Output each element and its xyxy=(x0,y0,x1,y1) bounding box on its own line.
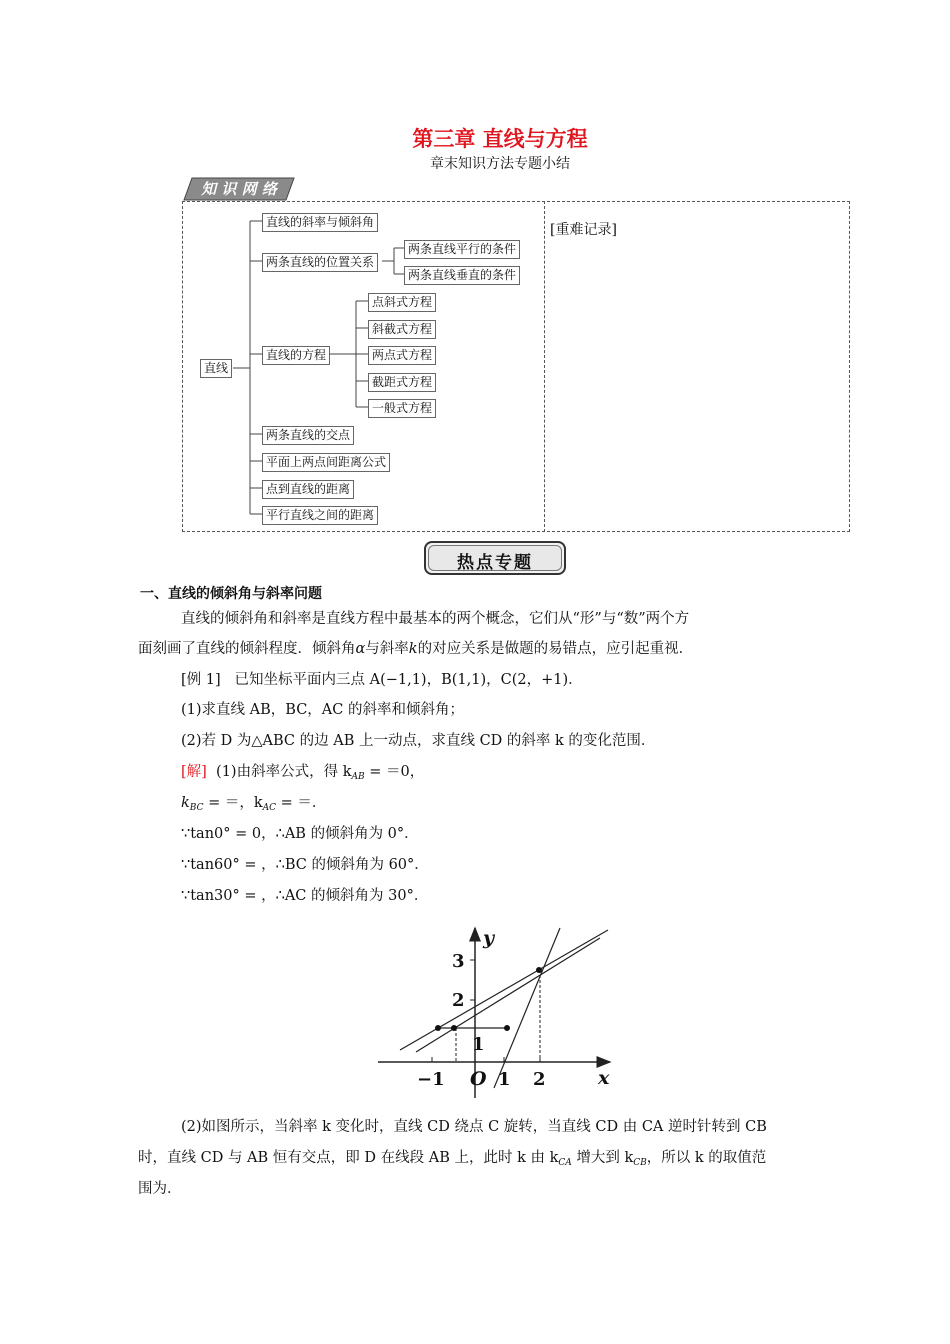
tick-label-1: 1 xyxy=(498,1069,511,1090)
solution-line-2: $k_{BC}$ = ＝，$k_{AC}$ = ＝． xyxy=(181,795,327,813)
hot-topic-label: 热点专题 xyxy=(457,553,533,573)
tab-label: 知 识 网 络 xyxy=(201,180,277,198)
panel-divider xyxy=(544,201,545,532)
example-label: [例 1] xyxy=(181,672,221,688)
question-2: (2)若 D 为△ABC 的边 AB 上一动点，求直线 CD 的斜率 k 的变化范围． xyxy=(181,733,656,749)
node-distance-points: 平面上两点间距离公式 xyxy=(262,453,390,472)
point-d xyxy=(451,1025,457,1031)
chapter-subtitle: 章末知识方法专题小结 xyxy=(430,156,570,172)
origin-label: O xyxy=(470,1068,487,1090)
node-intersection: 两条直线的交点 xyxy=(262,426,354,445)
solution-line-4: ∵tan60° = ，∴BC 的倾斜角为 60°． xyxy=(181,857,429,873)
hot-topic-badge xyxy=(424,541,566,575)
coordinate-figure xyxy=(370,920,620,1100)
solution-line-3: ∵tan0° = 0，∴AB 的倾斜角为 0°． xyxy=(181,826,419,842)
solution-line-1: [解] (1)由斜率公式，得 $k_{AB} = =0$， xyxy=(181,764,425,782)
line-ac xyxy=(400,930,608,1050)
node-distance-parallel: 平行直线之间的距离 xyxy=(262,506,378,525)
part2-line-2: 时，直线 CD 与 AB 恒有交点，即 D 在线段 AB 上，此时 k 由 $k_{CA}$ 增大到 $k_{CB}$，所以 k 的取值范 xyxy=(138,1150,767,1168)
node-slope-angle: 直线的斜率与倾斜角 xyxy=(262,213,378,232)
chapter-title: 第三章 直线与方程 xyxy=(412,126,588,151)
tick-label-y3: 3 xyxy=(452,951,465,972)
part2-line-1: (2)如图所示，当斜率 k 变化时，直线 CD 绕点 C 旋转，当直线 CD 由 CA 逆时针转到 CB xyxy=(181,1119,767,1135)
node-point-slope: 点斜式方程 xyxy=(368,293,436,312)
tab-shape xyxy=(182,176,302,202)
y-axis-label: y xyxy=(483,927,495,949)
tick-label-y1: 1 xyxy=(472,1034,485,1055)
node-slope-intercept: 斜截式方程 xyxy=(368,320,436,339)
node-equation: 直线的方程 xyxy=(262,346,330,365)
intro-line-2: 面刻画了直线的倾斜程度．倾斜角α与斜率k的对应关系是做题的易错点，应引起重视． xyxy=(138,641,694,657)
node-line: 直线 xyxy=(200,359,232,378)
line-bc xyxy=(494,928,560,1088)
point-a xyxy=(435,1025,441,1031)
point-b xyxy=(504,1025,510,1031)
node-two-point: 两点式方程 xyxy=(368,346,436,365)
intro-line-1: 直线的倾斜角和斜率是直线方程中最基本的两个概念，它们从“形”与“数”两个方 xyxy=(181,611,690,627)
solution-line-5: ∵tan30° = ，∴AC 的倾斜角为 30°． xyxy=(181,888,429,904)
tick-label-2: 2 xyxy=(533,1069,546,1090)
notes-label: [重难记录] xyxy=(550,222,617,238)
node-parallel: 两条直线平行的条件 xyxy=(404,240,520,259)
point-c xyxy=(536,967,542,973)
node-distance-point-line: 点到直线的距离 xyxy=(262,480,354,499)
node-intercept: 截距式方程 xyxy=(368,373,436,392)
x-axis-label: x xyxy=(598,1067,610,1089)
tick-label-neg1: −1 xyxy=(417,1069,445,1090)
question-1: (1)求直线 AB，BC，AC 的斜率和倾斜角； xyxy=(181,702,464,718)
node-perpendicular: 两条直线垂直的条件 xyxy=(404,266,520,285)
line-cd xyxy=(416,938,600,1052)
tick-label-y2: 2 xyxy=(452,990,465,1011)
solution-label: [解] xyxy=(181,764,207,780)
example-statement: [例 1] 已知坐标平面内三点 A(−1,1)，B(1,1)，C(2，+1)． xyxy=(181,672,583,688)
part2-line-3: 围为． xyxy=(138,1181,182,1197)
node-position: 两条直线的位置关系 xyxy=(262,253,378,272)
node-general: 一般式方程 xyxy=(368,399,436,418)
section-heading: 一、直线的倾斜角与斜率问题 xyxy=(140,586,322,602)
